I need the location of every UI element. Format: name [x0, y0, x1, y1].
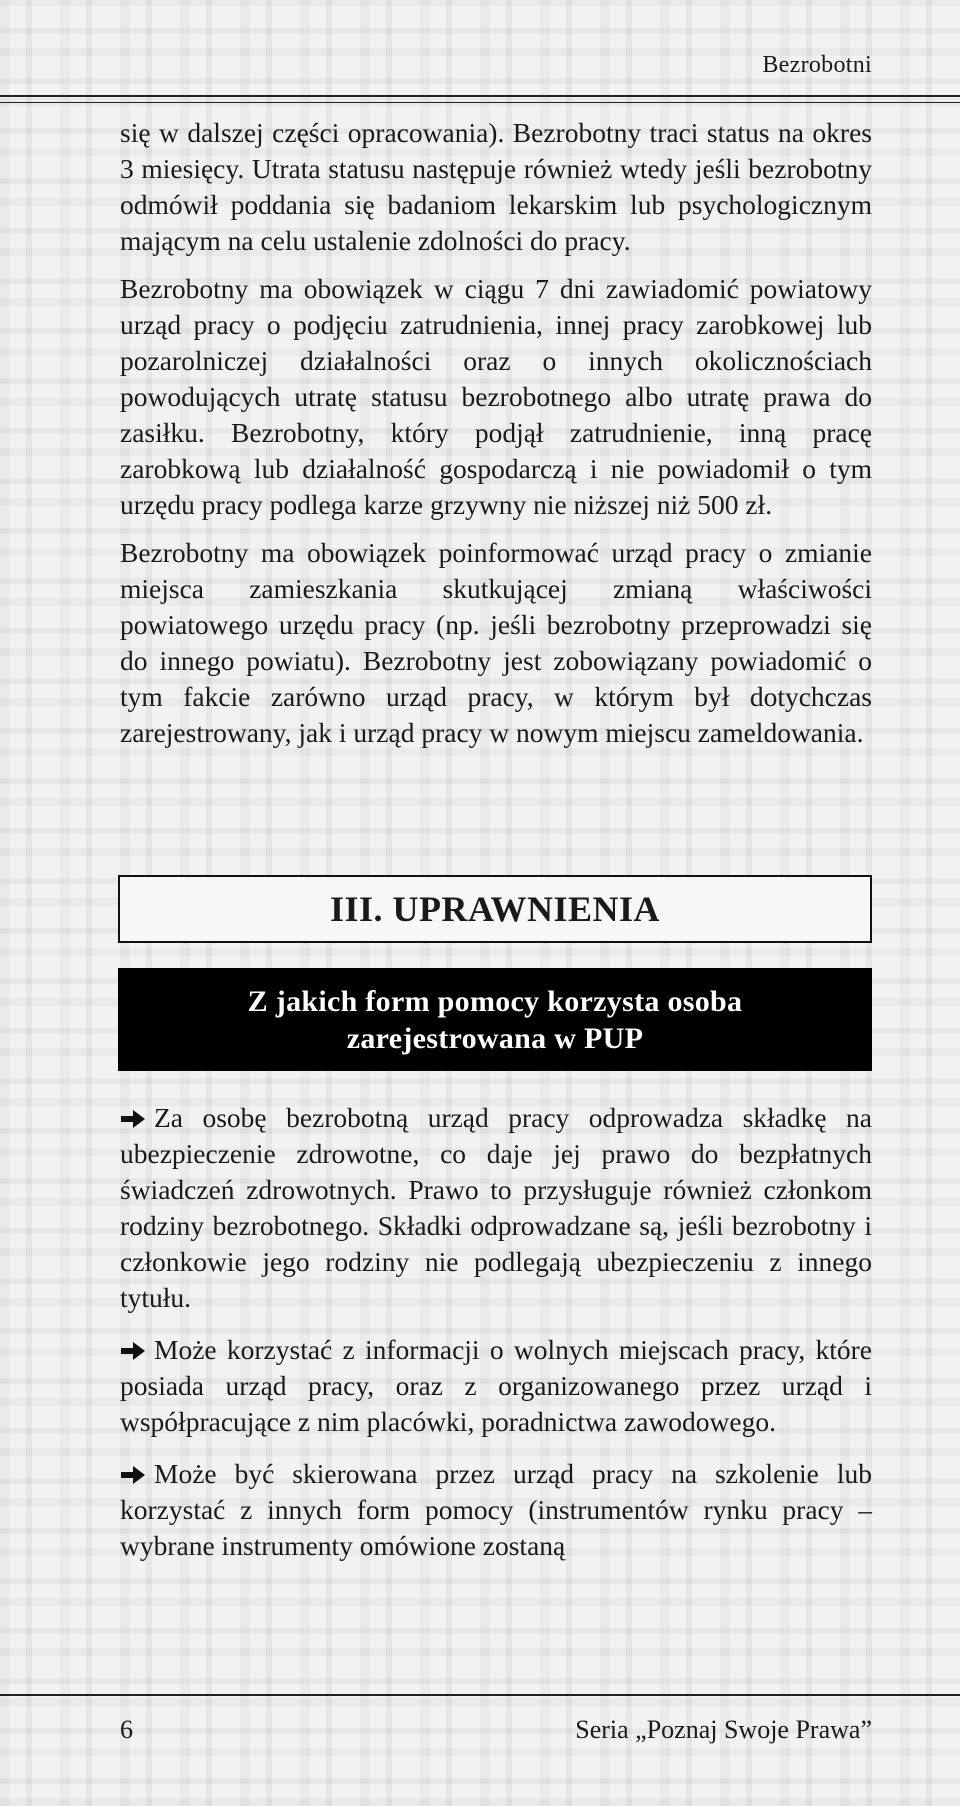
header-rule-thin	[0, 102, 960, 103]
banner-title-line: zarejestrowana w PUP	[346, 1021, 644, 1055]
intro-text	[120, 115, 872, 763]
section-title: III. UPRAWNIENIA	[329, 889, 661, 929]
list-item	[120, 1332, 872, 1440]
list-item	[120, 1100, 872, 1316]
benefits-list	[120, 1100, 872, 1580]
running-head: Bezrobotni	[762, 52, 872, 78]
list-item-text: Może być skierowana przez urząd pracy na szkolenie lub korzystać z innych form pomocy (instrumentów rynku pracy – wybrane instrumenty omówione zostaną	[120, 1458, 872, 1561]
paragraph: Bezrobotny ma obowiązek poinformować urząd pracy o zmianie miejsca zamieszkania skutkującej zmianą właściwości powiatowego urzędu pracy (np. jeśli bezrobotny przeprowadzi się do innego powiatu). Bezrobotny jest zobowiązany powiadomić o tym fakcie zarówno urząd pracy, w którym był dotychczas zarejestrowany, jak i urząd pracy w nowym miejscu zameldowania.	[120, 537, 872, 748]
arrow-right-icon	[120, 1465, 146, 1485]
list-item	[120, 1456, 872, 1564]
arrow-right-icon	[120, 1341, 146, 1361]
banner-title-line: Z jakich form pomocy korzysta osoba	[247, 984, 743, 1018]
arrow-right-icon	[120, 1109, 146, 1129]
list-item-text: Może korzystać z informacji o wolnych miejscach pracy, które posiada urząd pracy, oraz z organizowanego przez urząd i współpracujące z nim placówki, poradnictwa zawodowego.	[120, 1334, 872, 1437]
banner-title	[248, 983, 743, 1057]
section-heading-box	[118, 875, 872, 943]
footer-rule	[0, 1694, 960, 1696]
subheading-banner	[118, 968, 872, 1071]
list-item-text: Za osobę bezrobotną urząd pracy odprowadza składkę na ubezpieczenie zdrowotne, co daje jej prawo do bezpłatnych świadczeń zdrowotnych. Prawo to przysługuje również członkom rodziny bezrobotnego. Składki odprowadzane są, jeśli bezrobotny i członkowie jego rodziny nie podlegają ubezpieczeniu z innego tytułu.	[120, 1102, 872, 1313]
header-rule	[0, 95, 960, 97]
page-number: 6	[120, 1715, 133, 1744]
paragraph: Bezrobotny ma obowiązek w ciągu 7 dni zawiadomić powiatowy urząd pracy o podjęciu zatrudnienia, innej pracy zarobkowej lub pozarolniczej działalności oraz o innych okolicznościach powodujących utratę statusu bezrobotnego albo utratę prawa do zasiłku. Bezrobotny, który podjął zatrudnienie, inną pracę zarobkową lub działalność gospodarczą i nie powiadomił o tym urzędu pracy podlega karze grzywny nie niższej niż 500 zł.	[120, 273, 872, 520]
series-title: Seria „Poznaj Swoje Prawa”	[575, 1715, 872, 1744]
paragraph: się w dalszej części opracowania). Bezrobotny traci status na okres 3 miesięcy. Utrata statusu następuje również wtedy jeśli bezrobotny odmówił poddania się badaniom lekarskim lub psychologicznym mającym na celu ustalenie zdolności do pracy.	[120, 117, 872, 256]
